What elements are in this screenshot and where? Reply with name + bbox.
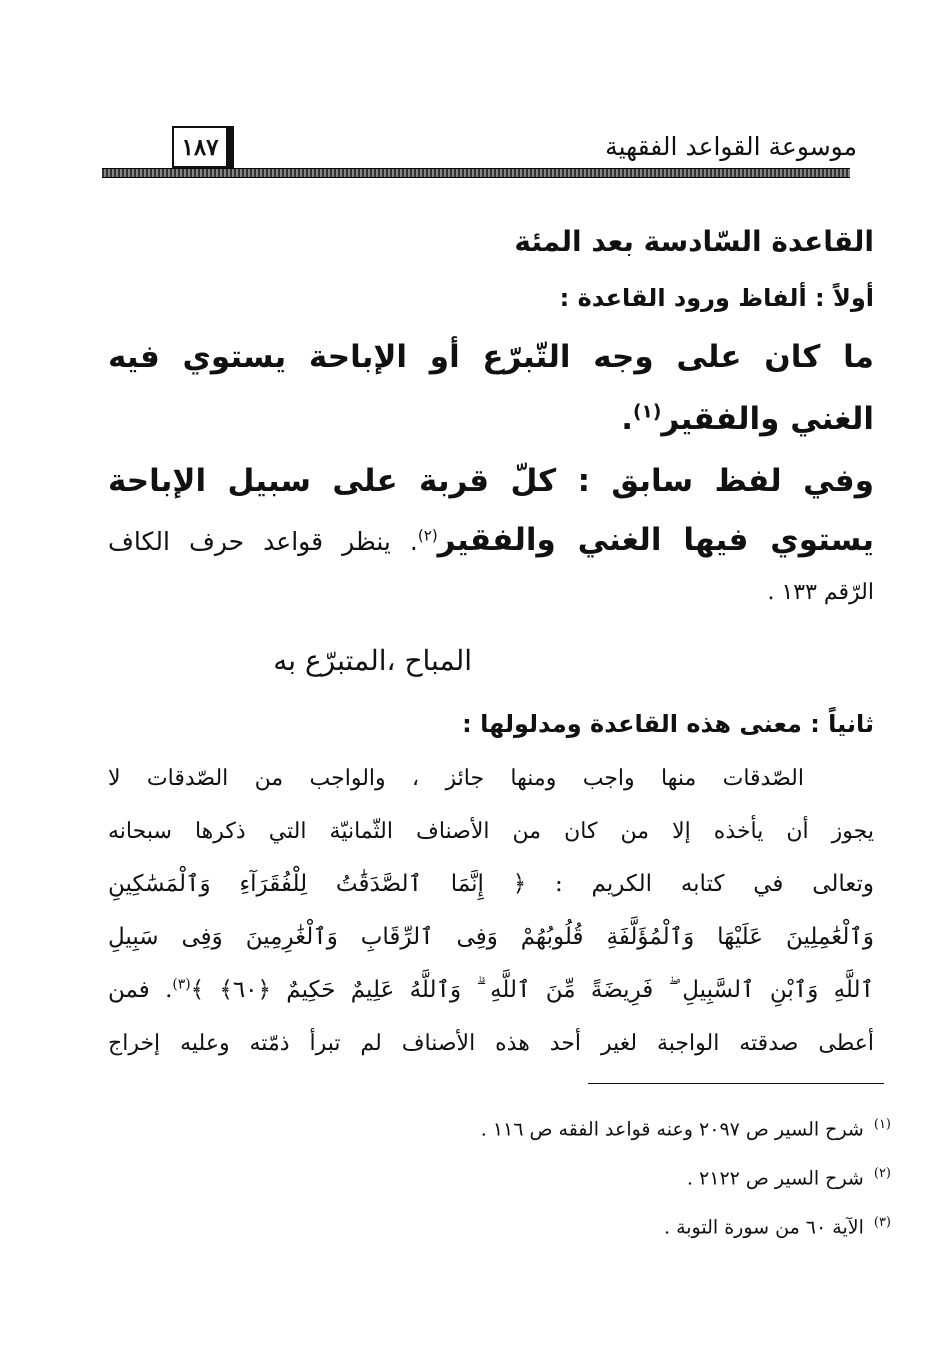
alt-wording-bold: يستوي فيها الغني والفقير [437,522,874,558]
quran-line: وَٱلْعَٰمِلِينَ عَلَيْهَا وَٱلْمُؤَلَّفَةِ قُلُوبُهُمْ وَفِى ٱلرِّقَابِ وَٱلْغَٰرِمِينَ وَفِى سَبِيلِ [108,924,874,950]
section-two-title: ثانياً : معنى هذه القاعدة ومدلولها : [462,710,874,738]
footnote-ref-3: (٣) [172,976,191,993]
alt-wording-line-2 [108,512,874,568]
paragraph-line: الصّدقات منها واجب ومنها جائز ، والواجب من الصّدقات لا [108,766,804,791]
footnote-mark: (١) [873,1117,891,1132]
quran-line-rest: . فمن [108,977,173,1003]
rule-statement-line-2 [108,388,874,450]
footnote-mark: (٣) [873,1215,891,1230]
quran-text: ٱللَّهِ وَٱبْنِ ٱلسَّبِيلِ ۖ فَرِيضَةً مِّنَ ٱللَّهِ ۗ وَٱللَّهُ عَلِيمٌ حَكِيمٌ ﴿٦٠﴾ ﴾ [190,977,874,1003]
handwritten-note: المباح ،المتبرّع به [273,644,472,677]
rule-statement-end: . [621,401,633,437]
rule-statement-line-1: ما كان على وجه التّبرّع أو الإباحة يستوي فيه [108,339,874,375]
footnote-item [331,1198,891,1247]
alt-wording-line-1: وفي لفظ سابق : كلّ قربة على سبيل الإباحة [108,463,874,499]
rule-statement-text: الغني والفقير [661,401,874,437]
section-one-title: أولاً : ألفاظ ورود القاعدة : [559,284,874,312]
header-rule [102,168,850,178]
running-title: موسوعة القواعد الفقهية [605,132,857,161]
footnotes [331,1100,891,1247]
alt-wording-rest: . ينظر قواعد حرف الكاف [108,527,418,556]
paragraph-line: يجوز أن يأخذه إلا من كان من الأصناف الثّمانيّة التي ذكرها سبحانه [108,819,874,844]
footnote-ref-2: (٢) [417,526,438,545]
footnote-mark: (٢) [873,1166,891,1181]
footnote-item [331,1149,891,1198]
footnote-text: شرح السير ص ٢١٢٢ . [686,1167,864,1190]
paragraph-line: أعطى صدقته الواجبة لغير أحد هذه الأصناف لم تبرأ ذمّته وعليه إخراج [108,1031,874,1056]
quran-line-end [108,964,874,1017]
page-number: ١٨٧ [172,126,234,168]
footnote-item [331,1100,891,1149]
footnote-separator [588,1083,884,1084]
footnote-ref-1: (١) [632,401,662,423]
alt-wording-line-3: الرّقم ١٣٣ . [767,580,874,605]
main-text [108,214,874,1070]
rule-heading: القاعدة السّادسة بعد المئة [514,225,874,258]
footnote-text: شرح السير ص ٢٠٩٧ وعنه قواعد الفقه ص ١١٦ . [480,1118,864,1141]
quran-line: وتعالى في كتابه الكريم : ﴿ إِنَّمَا ٱلصَّدَقَٰتُ لِلْفُقَرَآءِ وَٱلْمَسَٰكِينِ [108,871,874,897]
footnote-text: الآية ٦٠ من سورة التوبة . [664,1216,864,1239]
